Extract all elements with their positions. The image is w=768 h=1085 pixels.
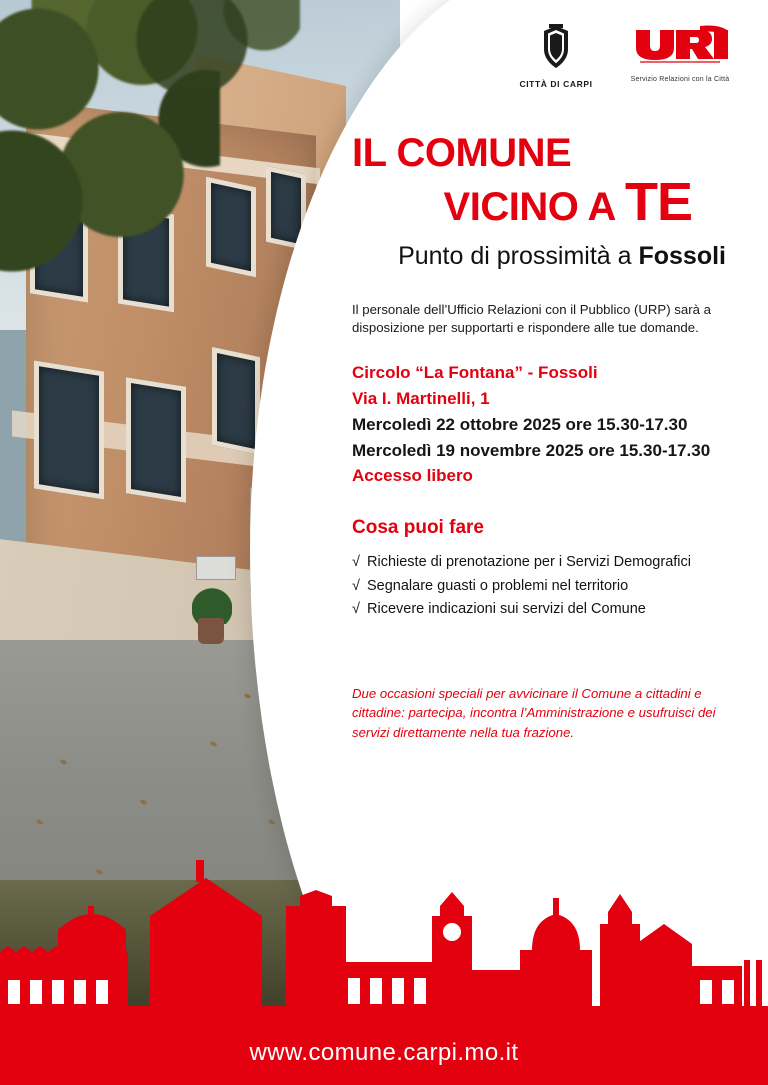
- website-url[interactable]: www.comune.carpi.mo.it: [249, 1038, 519, 1066]
- list-item: [352, 551, 744, 574]
- subtitle: [352, 242, 744, 271]
- subtitle-prefix: Punto di prossimità a: [398, 241, 639, 270]
- check-icon: √: [352, 577, 360, 594]
- check-icon: √: [352, 554, 360, 571]
- photo-window: [34, 360, 104, 499]
- photo-window: [126, 377, 186, 503]
- list-item-label: Segnalare guasti o problemi nel territorio: [367, 577, 629, 594]
- photo-tree-foliage: [120, 0, 300, 130]
- city-logo: [510, 24, 602, 89]
- subtitle-place: Fossoli: [638, 241, 726, 270]
- list-item-label: Ricevere indicazioni sui servizi del Comune: [367, 601, 646, 618]
- photo-flower-pot: [198, 618, 224, 644]
- poster-content: [352, 132, 744, 743]
- list-item: [352, 598, 744, 621]
- headline-emphasis: TE: [624, 172, 692, 233]
- list-item-label: Richieste di prenotazione per i Servizi Demografici: [367, 554, 691, 571]
- carpi-skyline-graphic: [0, 820, 768, 1020]
- headline-line2-prefix: VICINO A: [443, 185, 625, 230]
- logo-bar: [510, 24, 732, 89]
- closing-note: Due occasioni speciali per avvicinare il Comune a cittadini e cittadine: partecipa, incontra l’Amministrazione e usufruisci dei servizi direttamente nella tua frazione.: [352, 685, 716, 741]
- services-list: [352, 551, 744, 621]
- photo-wall-sign: [196, 556, 236, 580]
- urp-logo-icon: [630, 24, 730, 68]
- list-item: [352, 575, 744, 598]
- footer-bar: [0, 1020, 768, 1085]
- urp-logo-sublabel: Servizio Relazioni con la Città: [630, 76, 730, 83]
- venue-date-2: Mercoledì 19 novembre 2025 ore 15.30-17.30: [352, 440, 711, 460]
- city-logo-label: CITTÀ DI CARPI: [519, 79, 593, 89]
- venue-block: [352, 360, 744, 489]
- headline-line1: IL COMUNE: [352, 131, 572, 175]
- urp-logo: [628, 24, 732, 83]
- headline: [352, 132, 744, 232]
- carpi-crest-icon: [535, 24, 577, 70]
- check-icon: √: [352, 601, 360, 618]
- photo-window: [212, 347, 260, 455]
- venue-access: Accesso libero: [352, 466, 473, 486]
- venue-address: Via I. Martinelli, 1: [352, 388, 490, 408]
- venue-place: Circolo “La Fontana” - Fossoli: [352, 363, 598, 383]
- intro-paragraph: Il personale dell’Ufficio Relazioni con il Pubblico (URP) sarà a disposizione per supportarti e rispondere alle tue domande.: [352, 301, 711, 336]
- headline-line2: [352, 174, 744, 231]
- services-title: Cosa puoi fare: [352, 517, 484, 539]
- venue-date-1: Mercoledì 22 ottobre 2025 ore 15.30-17.30: [352, 414, 688, 434]
